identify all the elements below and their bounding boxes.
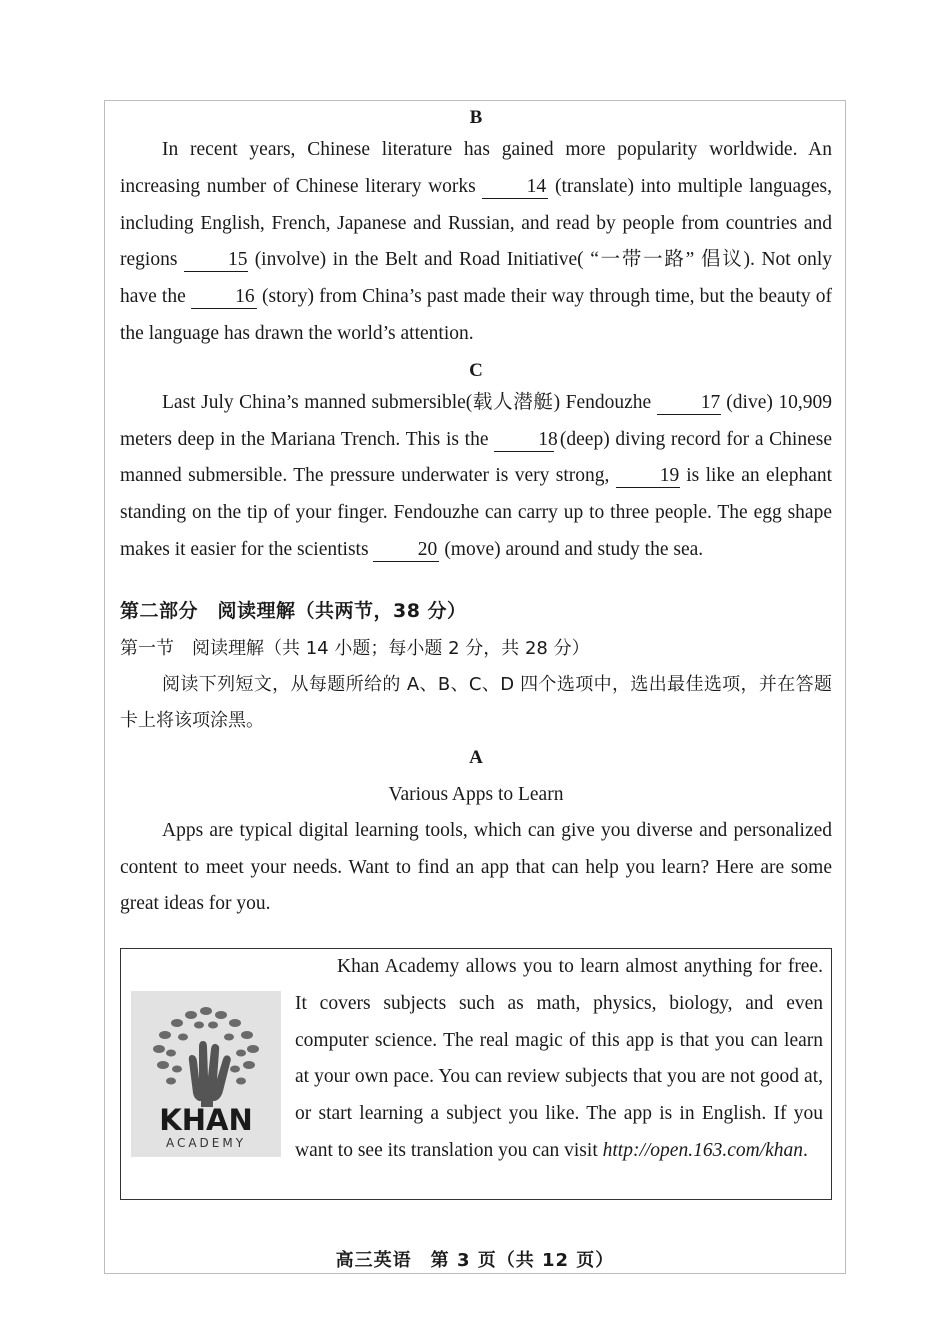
page-footer: 高三英语 第 3 页（共 12 页） [335, 1250, 615, 1271]
khan-url: http://open.163.com/khan [602, 1139, 804, 1161]
section-c-text-1: Last July China’s manned submersible(载人潜艇) Fendouzhe [162, 391, 652, 413]
part-two-title: 第二部分 阅读理解（共两节，38 分） [120, 599, 467, 622]
blank-14: 14 [482, 176, 548, 199]
blank-16: 16 [191, 286, 257, 309]
section-c-text-3: (deep) diving record for a Chinese manned submersible. The pressure underwater is very strong, [120, 428, 832, 487]
page-content [120, 104, 832, 923]
khan-academy-box [120, 948, 832, 1200]
section-b-text-2: (translate) into multiple languages, including English, French, Japanese and Russian, and read by people from countries and regions [120, 175, 833, 271]
section-c-heading: C [469, 359, 483, 381]
blank-18: 18 [494, 429, 554, 452]
instruction-text: 阅读下列短文，从每题所给的 A、B、C、D 四个选项中，选出最佳选项，并在答题卡上将该项涂黑。 [120, 673, 832, 731]
passage-a-title: Various Apps to Learn [388, 783, 564, 805]
blank-17: 17 [657, 392, 721, 415]
khan-text: Khan Academy allows you to learn almost anything for free. It covers subjects such as math, physics, biology, and even computer science. The real magic of this app is that you can learn at your own pace. You can review subjects that you are not good at, or start learning a subject you like. The app is in English. If you want to see its translation you can visit [295, 956, 823, 1161]
logo-subword: ACADEMY [165, 1136, 247, 1150]
section-c-text-2: (dive) 10,909 meters deep in the Mariana Trench. This is the [120, 391, 833, 450]
passage-a-heading: A [469, 746, 483, 768]
section-c-text-4: is like an elephant standing on the tip of your finger. Fendouzhe can carry up to three people. The egg shape makes it easier for the scientists [120, 465, 833, 560]
blank-15: 15 [184, 249, 248, 272]
section-b-text-1: In recent years, Chinese literature has gained more popularity worldwide. An increasing number of Chinese literary works [120, 139, 832, 197]
blank-19: 19 [616, 465, 680, 488]
logo-word: KHAN [159, 1103, 253, 1137]
passage-a-intro: Apps are typical digital learning tools, which can give you diverse and personalized content to meet your needs. Want to find an app that can help you learn? Here are some great ideas for you. [120, 819, 832, 915]
khan-academy-logo [131, 991, 281, 1157]
section-b-text-4: (story) from China’s past made their way through time, but the beauty of the language has drawn the world’s attention. [120, 286, 832, 344]
section-b-text-3: (involve) in the Belt and Road Initiative( “一带一路” 倡议). Not only have the [120, 249, 833, 308]
section-c-text-5: (move) around and study the sea. [444, 538, 704, 560]
section-b-paragraph [120, 132, 832, 353]
section-c-paragraph [120, 385, 832, 569]
blank-20: 20 [373, 539, 439, 562]
khan-academy-description: Khan Academy allows you to learn almost anything for free. It covers subjects such as math, physics, biology, and even computer science. The real magic of this app is that you can learn at your own pace. You can review subjects that you are not good at, or start learning a subject you like. The app is in English. If you want to see its translation you can visit http://open.163.com/khan. [295, 956, 823, 1161]
subsection-title: 第一节 阅读理解（共 14 小题；每小题 2 分，共 28 分） [120, 637, 590, 659]
tree-hand-icon [131, 991, 281, 1157]
section-b-heading: B [469, 107, 483, 128]
